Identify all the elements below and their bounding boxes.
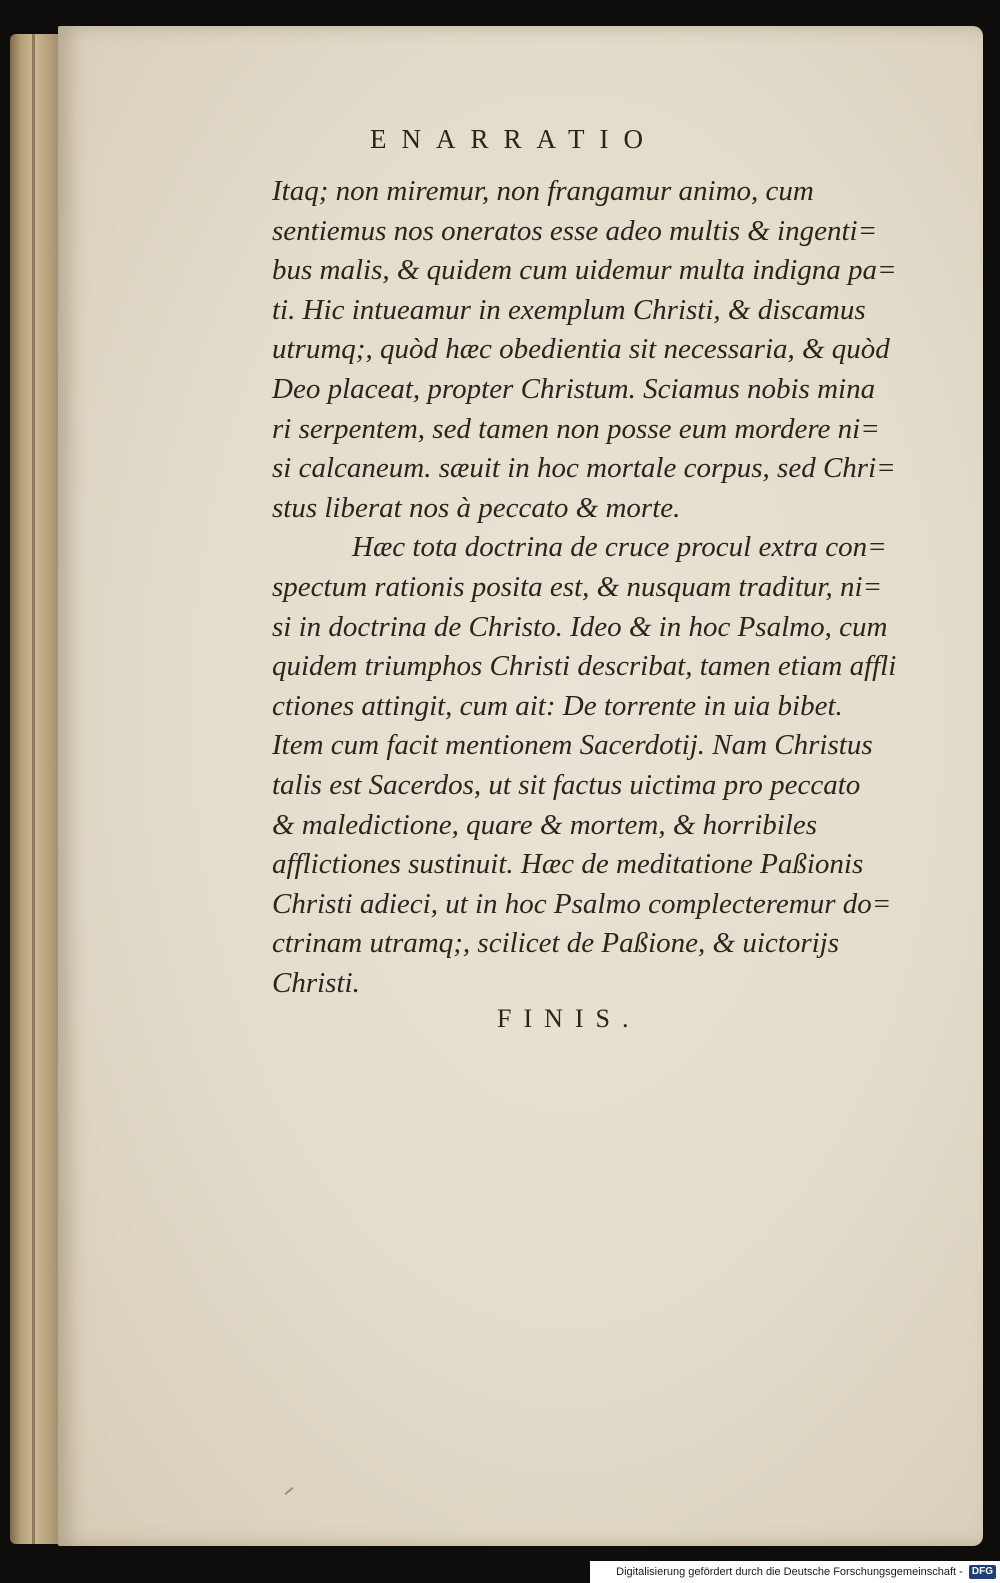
text-line: ctiones attingit, cum ait: De torrente in uia bibet. bbox=[272, 689, 843, 722]
book-page-edge bbox=[10, 34, 62, 1544]
running-head: ENARRATIO bbox=[370, 124, 658, 154]
body-text bbox=[272, 172, 897, 1003]
text-line: ctrinam utramq;, scilicet de Paßione, & uictorijs bbox=[272, 927, 840, 960]
text-line: ri serpentem, sed tamen non posse eum mordere ni= bbox=[272, 412, 880, 445]
text-line: si in doctrina de Christo. Ideo & in hoc Psalmo, cum bbox=[272, 610, 888, 643]
finis-label: FINIS. bbox=[497, 1004, 641, 1033]
text-line: Christi adieci, ut in hoc Psalmo complecteremur do= bbox=[272, 887, 892, 920]
text-line: quidem triumphos Christi describat, tamen etiam affli bbox=[272, 650, 897, 683]
text-line: Hæc tota doctrina de cruce procul extra con= bbox=[352, 531, 887, 564]
digitization-credit bbox=[590, 1561, 1000, 1583]
text-line: bus malis, & quidem cum uidemur multa indigna pa= bbox=[272, 254, 897, 287]
text-line: & maledictione, quare & mortem, & horribiles bbox=[272, 808, 818, 841]
text-line: ti. Hic intueamur in exemplum Christi, & discamus bbox=[272, 293, 866, 326]
text-line: utrumq;, quòd hæc obedientia sit necessaria, & quòd bbox=[272, 333, 890, 366]
text-line: talis est Sacerdos, ut sit factus uictima pro peccato bbox=[272, 768, 861, 801]
text-line: afflictiones sustinuit. Hæc de meditatione Paßionis bbox=[272, 848, 864, 881]
text-line: sentiemus nos oneratos esse adeo multis & ingenti= bbox=[272, 214, 878, 247]
text-line: Item cum facit mentionem Sacerdotij. Nam Christus bbox=[272, 729, 873, 762]
text-line: spectum rationis posita est, & nusquam traditur, ni= bbox=[272, 570, 883, 603]
text-line: stus liberat nos à peccato & morte. bbox=[272, 491, 681, 524]
text-line: Christi. bbox=[272, 966, 360, 999]
text-line: Itaq; non miremur, non frangamur animo, cum bbox=[272, 175, 814, 207]
text-line: si calcaneum. sæuit in hoc mortale corpus, sed Chri= bbox=[272, 452, 896, 485]
credit-text: Digitalisierung gefördert durch die Deutsche Forschungsgemeinschaft - bbox=[616, 1566, 963, 1578]
dfg-logo: DFG bbox=[969, 1565, 996, 1579]
text-line: Deo placeat, propter Christum. Sciamus nobis mina bbox=[272, 372, 876, 405]
